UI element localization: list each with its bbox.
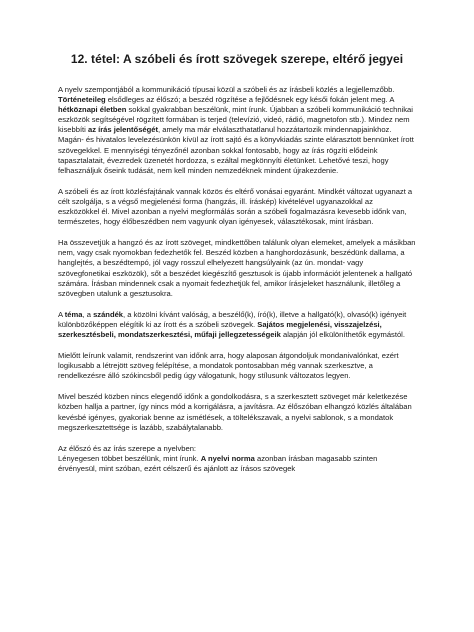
- bold-text: téma: [64, 309, 83, 319]
- paragraph-text: Mivel beszéd közben nincs elegendő időnk a gondolkodásra, s a szerkesztett szöveget már keletkezése közben hallja a partner, így nincs mód a korrigálásra, a javításra. Az élőszóban elhangzó közlés általában kevésbé igényes, gyakoriak benne az ismétlések, a töltelékszavak, a nyelvi sablonok, s a mondatok megszerkesztettsége is lazább, szabálytalanabb.: [58, 392, 412, 432]
- document-body: [58, 85, 416, 474]
- paragraph-text: A szóbeli és az írott közlésfajtának vannak közös és eltérő vonásai egyaránt. Mindkét változat ugyanazt a célt szolgálja, s a végső megjelenési forma (hangzás, ill. íráskép) kivételével ugyanazokkal az eszközökkel él. Mivel azonban a nyelvi megformálás során a szóbeli fogalmazásra kevesebb időnk van, természetes, hogy élőbeszédben nem vagyunk olyan igényesek, választékosak, mint írásban.: [58, 186, 413, 227]
- bold-text: szándék: [93, 309, 124, 319]
- paragraph: [58, 351, 416, 381]
- paragraph-text: Lényegesen többet beszélünk, mint írunk.: [58, 453, 201, 463]
- paragraph: [58, 238, 416, 299]
- paragraph-text: , amely ma már elválaszthatatlanul hozzátartozik mindennapjainkhoz. Magán- és hivatalos levelezésünkön kívül az írott sajtó és a könyvkiadás szinte elárasztott bennünket írott szövegekkel. E mennyiségi tényezőnél azonban sokkal fontosabb, hogy az írás rögzíti elődeink tapasztalatait, évezredek üzenetét hordozza, s ezáltal megkönnyíti életünket. Lehetővé teszi, hogy felhasználjuk őseink tudását, nem kell minden nemzedéknek mindent újrakezdenie.: [58, 125, 414, 175]
- bold-text: hétköznapi életben: [58, 105, 127, 115]
- paragraph-text: Ha összevetjük a hangzó és az írott szöveget, mindkettőben találunk olyan elemeket, amelyek a másikban nem, vagy csak nyomokban fedezhetők fel. Beszéd közben a hanghordozásunk, beszédünk dallama, a hanglejtés, a beszédtempó, jól vagy rosszul elhelyezett hangsúlyaink (az ún. mondat- vagy szövegfonetikai eszközök), sőt a beszédet kiegészítő gesztusok is újabb információt jelentenek a hallgató számára. Írásban mindennek csak a nyomait fedezhetjük fel, amikor írásjeleket használunk, illetőleg a szövegben utalunk a gesztusokra.: [58, 238, 416, 298]
- paragraph-text: A nyelv szempontjából a kommunikáció típusai közül a szóbeli és az írásbeli közlés a legjellemzőbb.: [58, 85, 395, 94]
- paragraph: [58, 310, 416, 340]
- paragraph: [58, 187, 416, 227]
- bold-text: Történeteileg: [58, 95, 106, 105]
- paragraph-text: , a: [82, 309, 94, 319]
- bold-text: Sajátos megjelenési, visszajelzési, szerkesztésbeli, mondatszerkesztési, műfaji jellegzetességeik: [58, 319, 382, 339]
- bold-text: az írás jelentőségét: [87, 125, 159, 135]
- paragraph: [58, 392, 416, 432]
- bold-text: A nyelvi norma: [200, 453, 255, 463]
- paragraph: [58, 85, 416, 176]
- paragraph-text: azonban írásban magasabb szinten érvényesül, mint szóban, ezért célszerű és ajánlott az írásos szövegek: [58, 453, 378, 473]
- paragraph-text: A: [58, 309, 65, 319]
- paragraph-text: Az élőszó és az írás szerepe a nyelvben:: [58, 443, 197, 453]
- paragraph-text: , a közölni kívánt valóság, a beszélő(k), író(k), illetve a hallgató(k), olvasó(k) igényeit különbözőképpen elégítik ki az írott és a szóbeli szövegek.: [58, 309, 407, 329]
- document-title: 12. tétel: A szóbeli és írott szövegek szerepe, eltérő jegyei: [70, 52, 404, 66]
- paragraph: [58, 444, 416, 474]
- paragraph-text: alapján jól elkülöníthetők egymástól.: [280, 329, 405, 339]
- paragraph-text: elsődleges az élőszó; a beszéd rögzítése a fejlődésnek egy késői fokán jelent meg. A: [105, 95, 395, 105]
- paragraph-text: Mielőtt leírunk valamit, rendszerint van időnk arra, hogy alaposan átgondoljuk mondanivalónkat, ezért logikusabb a létrejött szöveg felépítése, a mondatok pontosabban még vannak szerkesztve, a rendelkezésre álló szókincsből pedig úgy válogatunk, hogy stílusunk változatos legyen.: [58, 351, 399, 381]
- paragraph-text: sokkal gyakrabban beszélünk, mint írunk. Újabban a szóbeli kommunikáció technikai eszközök segítségével rögzített formában is terjed (televízió, videó, rádió, magnetofon stb.). Mindez nem kisebbíti: [58, 105, 413, 135]
